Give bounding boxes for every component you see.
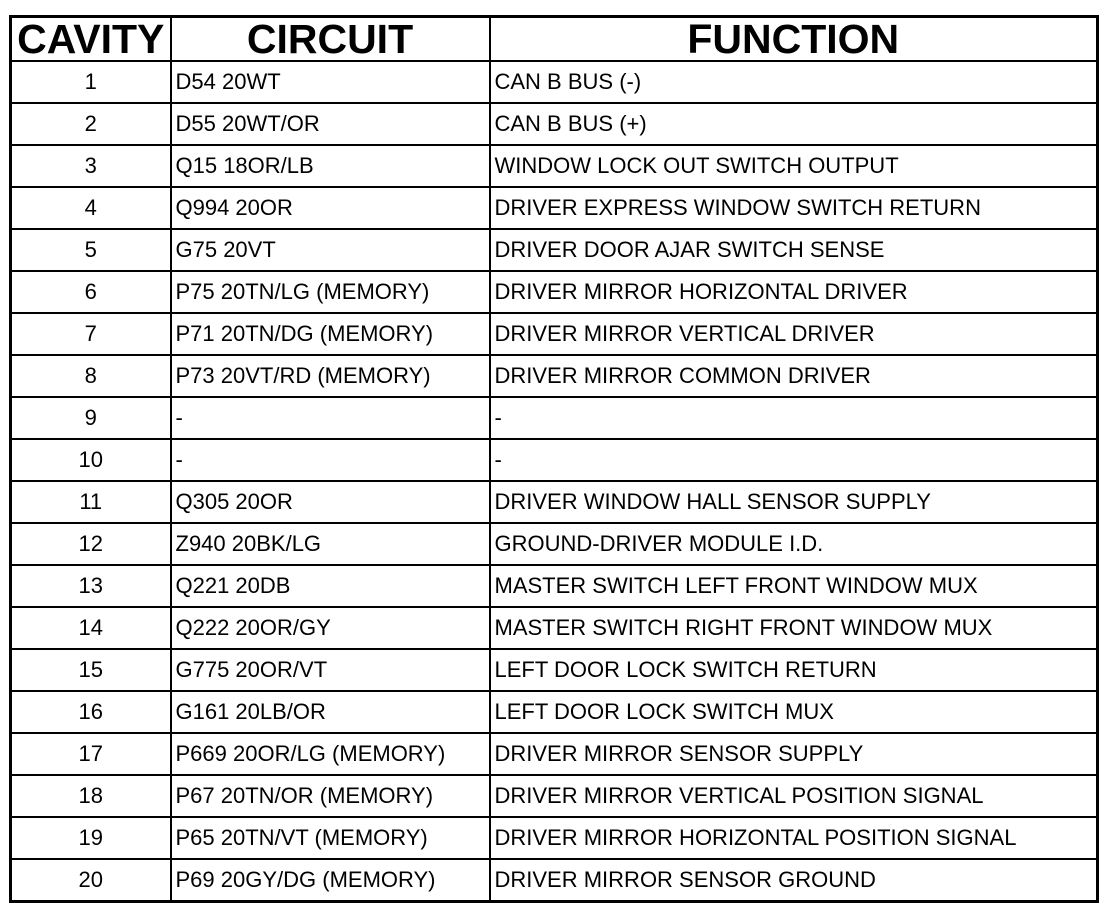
circuit-cell: P69 20GY/DG (MEMORY) — [171, 859, 490, 902]
cavity-cell: 17 — [11, 733, 171, 775]
function-cell: LEFT DOOR LOCK SWITCH RETURN — [490, 649, 1098, 691]
function-cell: CAN B BUS (+) — [490, 103, 1098, 145]
function-cell: MASTER SWITCH RIGHT FRONT WINDOW MUX — [490, 607, 1098, 649]
circuit-cell: P669 20OR/LG (MEMORY) — [171, 733, 490, 775]
function-cell: DRIVER MIRROR HORIZONTAL DRIVER — [490, 271, 1098, 313]
function-cell: - — [490, 439, 1098, 481]
cavity-cell: 18 — [11, 775, 171, 817]
table-row — [11, 523, 1098, 565]
function-cell: GROUND-DRIVER MODULE I.D. — [490, 523, 1098, 565]
circuit-cell: Q222 20OR/GY — [171, 607, 490, 649]
cavity-cell: 12 — [11, 523, 171, 565]
cavity-cell: 4 — [11, 187, 171, 229]
cavity-cell: 6 — [11, 271, 171, 313]
circuit-cell: G75 20VT — [171, 229, 490, 271]
cavity-cell: 10 — [11, 439, 171, 481]
cavity-cell: 20 — [11, 859, 171, 902]
connector-pinout-table — [9, 15, 1099, 903]
cavity-cell: 3 — [11, 145, 171, 187]
circuit-cell: - — [171, 439, 490, 481]
function-cell: DRIVER DOOR AJAR SWITCH SENSE — [490, 229, 1098, 271]
function-cell: - — [490, 397, 1098, 439]
cavity-cell: 19 — [11, 817, 171, 859]
header-row — [11, 17, 1098, 62]
cavity-cell: 11 — [11, 481, 171, 523]
circuit-cell: G161 20LB/OR — [171, 691, 490, 733]
header-circuit: CIRCUIT — [171, 17, 490, 62]
table-row — [11, 859, 1098, 902]
circuit-cell: P67 20TN/OR (MEMORY) — [171, 775, 490, 817]
cavity-cell: 13 — [11, 565, 171, 607]
cavity-cell: 16 — [11, 691, 171, 733]
function-cell: LEFT DOOR LOCK SWITCH MUX — [490, 691, 1098, 733]
cavity-cell: 8 — [11, 355, 171, 397]
cavity-cell: 14 — [11, 607, 171, 649]
table-row — [11, 481, 1098, 523]
table-row — [11, 229, 1098, 271]
cavity-cell: 7 — [11, 313, 171, 355]
cavity-cell: 2 — [11, 103, 171, 145]
function-cell: DRIVER MIRROR SENSOR SUPPLY — [490, 733, 1098, 775]
function-cell: DRIVER EXPRESS WINDOW SWITCH RETURN — [490, 187, 1098, 229]
function-cell: MASTER SWITCH LEFT FRONT WINDOW MUX — [490, 565, 1098, 607]
table-row — [11, 649, 1098, 691]
table-row — [11, 61, 1098, 103]
circuit-cell: P73 20VT/RD (MEMORY) — [171, 355, 490, 397]
function-cell: WINDOW LOCK OUT SWITCH OUTPUT — [490, 145, 1098, 187]
cavity-cell: 1 — [11, 61, 171, 103]
circuit-cell: Q994 20OR — [171, 187, 490, 229]
circuit-cell: P65 20TN/VT (MEMORY) — [171, 817, 490, 859]
circuit-cell: D55 20WT/OR — [171, 103, 490, 145]
function-cell: DRIVER MIRROR VERTICAL POSITION SIGNAL — [490, 775, 1098, 817]
table-row — [11, 439, 1098, 481]
function-cell: DRIVER MIRROR SENSOR GROUND — [490, 859, 1098, 902]
connector-pinout-table-container — [9, 15, 1099, 903]
table-row — [11, 271, 1098, 313]
circuit-cell: - — [171, 397, 490, 439]
table-row — [11, 691, 1098, 733]
function-cell: DRIVER MIRROR COMMON DRIVER — [490, 355, 1098, 397]
function-cell: DRIVER WINDOW HALL SENSOR SUPPLY — [490, 481, 1098, 523]
circuit-cell: P71 20TN/DG (MEMORY) — [171, 313, 490, 355]
circuit-cell: P75 20TN/LG (MEMORY) — [171, 271, 490, 313]
table-row — [11, 103, 1098, 145]
table-row — [11, 187, 1098, 229]
table-row — [11, 733, 1098, 775]
circuit-cell: Q15 18OR/LB — [171, 145, 490, 187]
table-row — [11, 565, 1098, 607]
function-cell: DRIVER MIRROR VERTICAL DRIVER — [490, 313, 1098, 355]
table-row — [11, 775, 1098, 817]
cavity-cell: 5 — [11, 229, 171, 271]
function-cell: DRIVER MIRROR HORIZONTAL POSITION SIGNAL — [490, 817, 1098, 859]
table-row — [11, 355, 1098, 397]
table-row — [11, 313, 1098, 355]
table-row — [11, 397, 1098, 439]
cavity-cell: 15 — [11, 649, 171, 691]
circuit-cell: G775 20OR/VT — [171, 649, 490, 691]
table-row — [11, 817, 1098, 859]
circuit-cell: Q221 20DB — [171, 565, 490, 607]
cavity-cell: 9 — [11, 397, 171, 439]
table-row — [11, 607, 1098, 649]
table-row — [11, 145, 1098, 187]
circuit-cell: D54 20WT — [171, 61, 490, 103]
circuit-cell: Q305 20OR — [171, 481, 490, 523]
function-cell: CAN B BUS (-) — [490, 61, 1098, 103]
header-cavity: CAVITY — [11, 17, 171, 62]
circuit-cell: Z940 20BK/LG — [171, 523, 490, 565]
header-function: FUNCTION — [490, 17, 1098, 62]
